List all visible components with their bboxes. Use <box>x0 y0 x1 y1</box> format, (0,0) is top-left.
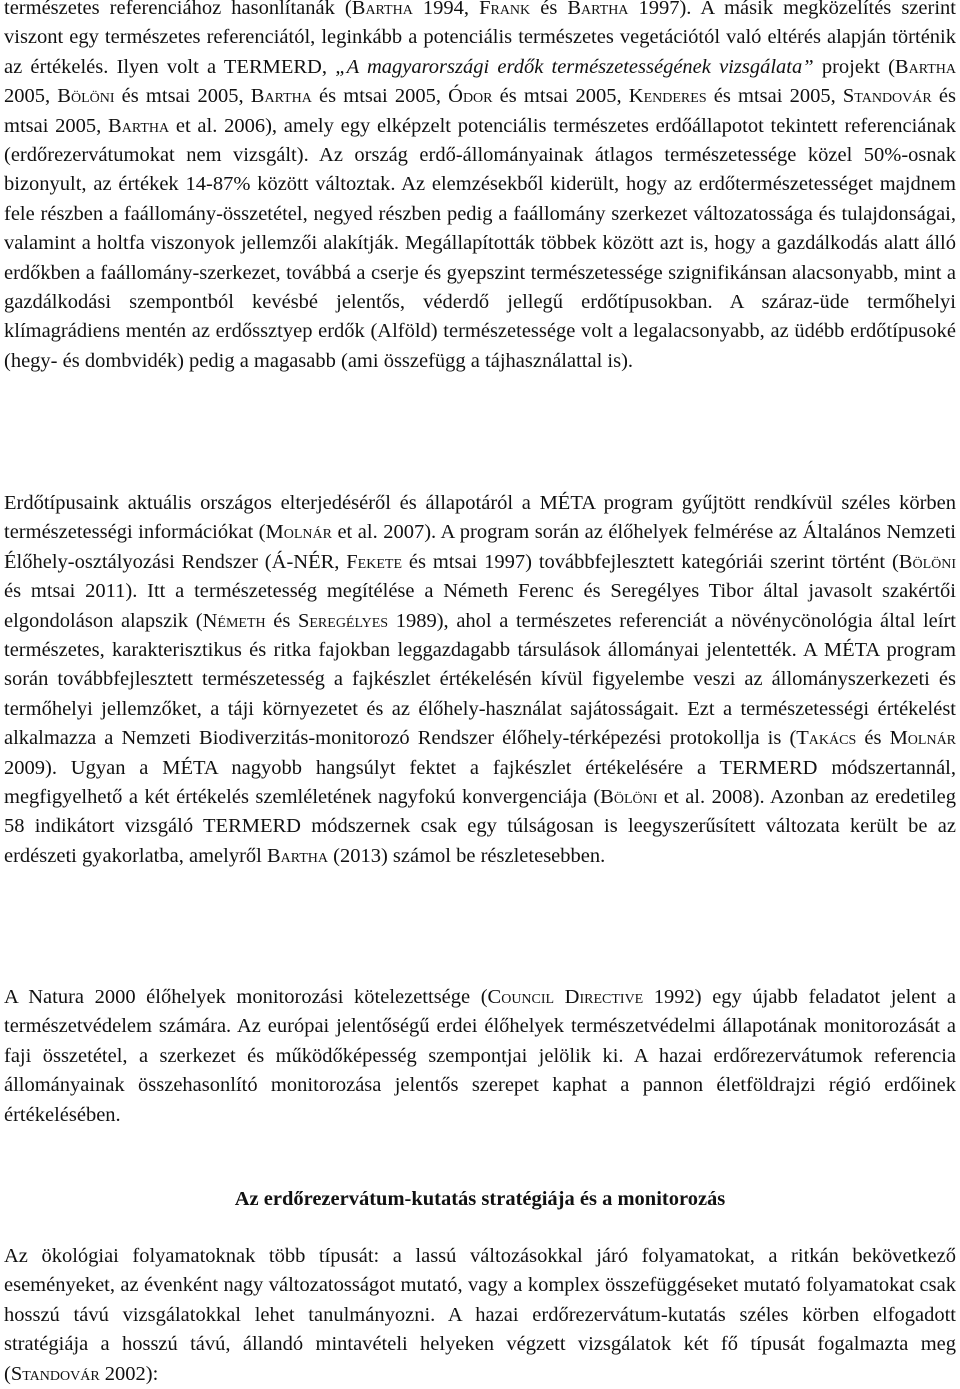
paragraph-ecological-processes <box>4 1242 956 1389</box>
paragraph-termerd <box>4 0 956 376</box>
text-run: 2002): <box>99 1362 159 1385</box>
italic-title: „A magyarországi erdők természetességének vizsgálata” <box>335 55 814 78</box>
text-run: természetes referenciához hasonlítanák ( <box>4 0 352 19</box>
author-citation: Bölöni <box>600 786 658 809</box>
author-citation: Fekete <box>346 550 402 573</box>
text-run: és mtsai 2005, <box>4 85 956 137</box>
text-run: és mtsai 2005, <box>706 85 843 108</box>
author-citation: Bartha <box>351 0 413 19</box>
author-citation: Bölöni <box>57 85 115 108</box>
author-citation: Standovár <box>10 1362 100 1385</box>
paragraph-natura-2000 <box>4 983 956 1130</box>
author-citation: Ódor <box>448 85 493 108</box>
author-citation: Bartha <box>266 844 329 867</box>
text-run: 1992) egy újabb feladatot jelent a természetvédelem számára. Az európai jelentőségű erdei élőhelyek természetvédelmi állapotának monitorozását a faji összetétel, a szerkezet és működőképesség szempontjai jelölik ki. A hazai erdőrezervátumok referencia állományainak összehasonlító monitorozása jelentős szerepet kaphat a pannon életföldrajzi régió erdőinek értékelésében. <box>4 986 956 1126</box>
text-run: 1997). A másik megközelítés szerint viszont egy természetes referenciától, leginkább a potenciális természetes vegetációtól való eltérés alapján történik az értékelés. Ilyen volt a TERMERD, <box>4 0 956 78</box>
author-citation: Bölöni <box>898 550 956 573</box>
section-heading: Az erdőrezervátum-kutatás stratégiája és a monitorozás <box>234 1188 726 1210</box>
text-run: 2009). Ugyan a MÉTA nagyobb hangsúlyt fektet a fajkészlet értékelésére a TERMERD módszertannál, megfigyelhető a két értékelés szemléletének nagyfokú konvergenciája ( <box>4 756 956 809</box>
text-run: projekt ( <box>813 55 895 78</box>
text-run: és <box>265 609 298 632</box>
text-run: et al. 2008). Azonban az eredetileg 58 indikátort vizsgáló TERMERD módszernek csak egy túlságosan is leegyszerűsített változata került be az erdészeti gyakorlatba, amelyről <box>4 786 956 867</box>
text-run: és mtsai 2011). Itt a természetesség megítélése a Németh Ferenc és Seregélyes Tibor által javasolt szakértői elgondoláson alapszik ( <box>4 580 956 632</box>
author-citation: Takács <box>796 727 857 750</box>
author-citation: Seregélyes <box>297 609 389 632</box>
text-run: és mtsai 1997) továbbfejlesztett kategóriái szerint történt ( <box>402 550 899 573</box>
text-run: és mtsai 2005, <box>114 85 251 108</box>
author-citation: Standovár <box>842 85 932 108</box>
text-run: és mtsai 2005, <box>492 85 629 108</box>
text-run: et al. 2007). A program során az élőhelyek felmérése az Általános Nemzeti Élőhely-osztályozási Rendszer (Á-NÉR, <box>4 521 956 573</box>
text-run: 2005, <box>4 85 58 108</box>
author-citation: Frank <box>479 0 531 19</box>
text-run: 1989), ahol a természetes referenciát a növénycönológia által leírt természetes, karakterisztikus és ritka fajokban leggazdagabb társulások állományai jelentették. A MÉTA program során továbbfejlesztett természetesség a fajkészlet értékelésén kívül figyelembe veszi az állományszerkezeti és termőhelyi jellemzőket, a táji környezetet és az élőhely-használat sajátosságait. Ezt a természetességi értékelést alkalmazza a Nemzeti Biodiverzitás-monitorozó Rendszer élőhely-térképezési protokollja is ( <box>4 609 956 750</box>
author-citation: Molnár <box>889 727 957 750</box>
author-citation: Molnár <box>265 521 332 544</box>
author-citation: Bartha <box>250 85 312 108</box>
text-run: és <box>530 0 568 19</box>
author-citation: Bartha <box>567 0 629 19</box>
author-citation: Kenderes <box>628 85 707 108</box>
author-citation: Bartha <box>108 114 170 137</box>
text-run: Erdőtípusaink aktuális országos elterjedéséről és állapotáról a MÉTA program gyűjtött rendkívül széles körben természetességi információkat ( <box>4 492 956 544</box>
author-citation: Council Directive <box>487 986 644 1008</box>
text-run: A Natura 2000 élőhelyek monitorozási kötelezettsége ( <box>4 986 488 1008</box>
text-run: (2013) számol be részletesebben. <box>328 844 606 867</box>
text-run: 1994, <box>412 0 480 19</box>
author-citation: Bartha <box>894 55 956 78</box>
text-run: és mtsai 2005, <box>311 85 449 108</box>
text-run: et al. 2006), amely egy elképzelt potenciális természetes erdőállapotot tekintett referenciának (erdőrezervátumokat nem vizsgált). Az ország erdő-állományainak átlagos természetessége közel 50%-osnak bizonyult, az értékek 14-87% között változtak. Az elemzésekből kiderült, hogy az erdőtermészetességet majdnem fele részben a faállomány-összetétel, negyed részben pedig a faállomány szerkezet változatossága és tulajdonságai, valamint a holtfa viszonyok jellemzői alakítják. Megállapították többek között azt is, hogy a gazdálkodás alatt álló erdőkben a faállomány-szerkezet, továbbá a cserje és gyepszint természetessége szignifikánsan alacsonyabb, mint a gazdálkodási szempontból kevésbé jelentős, véderdő jellegű erdőtípusokban. A száraz-üde termőhelyi klímagrádiens mentén az erdőssztyep erdők (Alföld) természetessége volt a legalacsonyabb, az üdébb erdőtípusoké (hegy- és dombvidék) pedig a magasabb (ami összefügg a tájhasználattal is). <box>4 114 956 372</box>
text-run: Az ökológiai folyamatoknak több típusát: a lassú változásokkal járó folyamatokat, a ritkán bekövetkező eseményeket, az évenként nagy változatosságot mutató, vagy a komplex összefüggéseket mutató folyamatokat csak hosszú távú vizsgálatokkal lehet tanulmányozni. A hazai erdőrezervátum-kutatás széles körben elfogadott stratégiája a hosszú távú, állandó mintavételi helyeken végzett vizsgálatok két fő típusát fogalmazta meg ( <box>4 1245 956 1385</box>
paragraph-meta-program <box>4 489 956 871</box>
text-run: és <box>856 727 890 750</box>
author-citation: Németh <box>202 609 266 632</box>
